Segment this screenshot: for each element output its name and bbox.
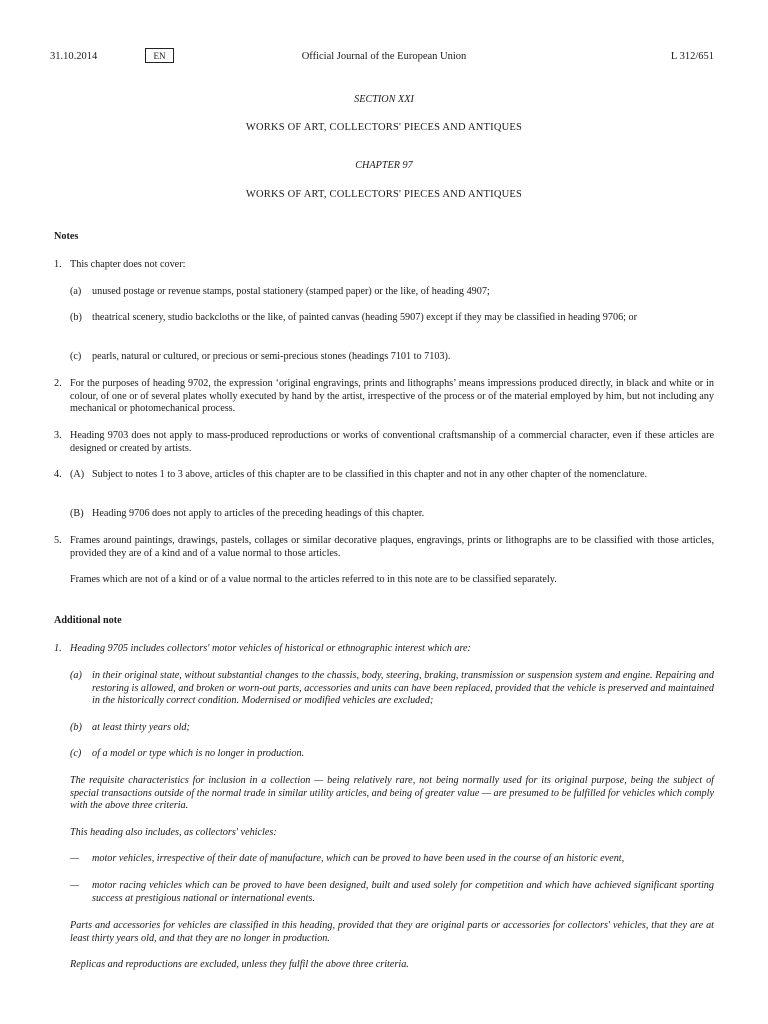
note-4b-text: Heading 9706 does not apply to articles of the preceding headings of this chapter.	[92, 508, 425, 519]
note-1c-label: (c)	[70, 351, 82, 362]
note-2-text: For the purposes of heading 9702, the expression ‘original engravings, prints and lithographs’ means impressions produced directly, in black and white or in colour, of one or of several plates wholly executed by hand by the artist, irrespective of the process or of the material employed by him, but not including any mechanical or photomechanical process.	[70, 378, 714, 414]
dash-marker-1: —	[70, 853, 80, 864]
note-1-text: This chapter does not cover:	[70, 259, 186, 270]
additional-paragraph-3: Parts and accessories for vehicles are classified in this heading, provided that they are original parts or accessories for collectors' vehicles, that they are at least thirty years old, and that they are no longer in production.	[70, 920, 714, 944]
additional-paragraph-4: Replicas and reproductions are excluded, unless they fulfil the above three criteria.	[70, 959, 409, 970]
additional-1a-label: (a)	[70, 670, 82, 681]
additional-note-1-intro: Heading 9705 includes collectors' motor vehicles of historical or ethnographic interest which are:	[70, 643, 471, 654]
additional-dash-item-1: motor vehicles, irrespective of their date of manufacture, which can be proved to have been used in the course of an historic event,	[92, 853, 625, 864]
notes-heading: Notes	[54, 231, 79, 242]
additional-note-heading: Additional note	[54, 615, 122, 626]
note-1a-label: (a)	[70, 286, 82, 297]
chapter-title: WORKS OF ART, COLLECTORS' PIECES AND ANTIQUES	[245, 189, 523, 200]
note-1a-text: unused postage or revenue stamps, postal stationery (stamped paper) or the like, of heading 4907;	[92, 286, 490, 297]
journal-title: Official Journal of the European Union	[301, 51, 467, 62]
note-4b-label: (B)	[70, 508, 84, 519]
additional-paragraph-1: The requisite characteristics for inclusion in a collection — being relatively rare, not being normally used for its original purpose, being the subject of special transactions outside of the normal trade in similar utility articles, and being of greater value — are presumed to be fulfilled for vehicles which comply with the above three criteria.	[70, 775, 714, 811]
note-5-text: Frames around paintings, drawings, pastels, collages or similar decorative plaques, engravings, prints or lithographs are to be classified with those articles, provided they are of a kind and of a value normal to those articles.	[70, 535, 714, 559]
note-1-number: 1.	[54, 259, 62, 270]
additional-dash-item-2: motor racing vehicles which can be proved to have been designed, built and used solely for competition and which have achieved significant sporting success at prestigious national or international events.	[92, 880, 714, 904]
note-5-number: 5.	[54, 535, 62, 546]
note-4a-label: (A)	[70, 469, 85, 480]
note-1b-label: (b)	[70, 312, 82, 323]
additional-1b-text: at least thirty years old;	[92, 722, 190, 733]
additional-1c-text: of a model or type which is no longer in production.	[92, 748, 305, 759]
additional-1a-text: in their original state, without substantial changes to the chassis, body, steering, braking, transmission or suspension system and engine. Repairing and restoring is allowed, and broken or worn-out parts, accessories and units can have been replaced, provided that the vehicle is preserved and maintained in the historically correct condition. Modernised or modified vehicles are excluded;	[92, 670, 714, 706]
language-badge: EN	[145, 48, 174, 63]
chapter-label: CHAPTER 97	[355, 160, 413, 171]
section-label: SECTION XXI	[354, 94, 414, 105]
note-4-number: 4.	[54, 469, 62, 480]
additional-paragraph-2: This heading also includes, as collectors' vehicles:	[70, 827, 277, 838]
note-2-number: 2.	[54, 378, 62, 389]
additional-1b-label: (b)	[70, 722, 82, 733]
note-4a-text: Subject to notes 1 to 3 above, articles of this chapter are to be classified in this chapter and not in any other chapter of the nomenclature.	[92, 469, 648, 480]
additional-1c-label: (c)	[70, 748, 82, 759]
note-1b-text: theatrical scenery, studio backcloths or the like, of painted canvas (heading 5907) except if they may be classified in heading 9706; or	[92, 312, 638, 323]
section-title: WORKS OF ART, COLLECTORS' PIECES AND ANTIQUES	[245, 122, 523, 133]
page-reference: L 312/651	[670, 51, 714, 62]
note-3-number: 3.	[54, 430, 62, 441]
dash-marker-2: —	[70, 880, 80, 891]
note-1c-text: pearls, natural or cultured, or precious or semi-precious stones (headings 7101 to 7103).	[92, 351, 451, 362]
note-3-text: Heading 9703 does not apply to mass-produced reproductions or works of conventional craftsmanship of a commercial character, even if these articles are designed or created by artists.	[70, 430, 714, 454]
additional-note-1-number: 1.	[54, 643, 62, 654]
header-date: 31.10.2014	[50, 51, 98, 62]
note-5-paragraph: Frames which are not of a kind or of a value normal to the articles referred to in this note are to be classified separately.	[70, 574, 557, 585]
